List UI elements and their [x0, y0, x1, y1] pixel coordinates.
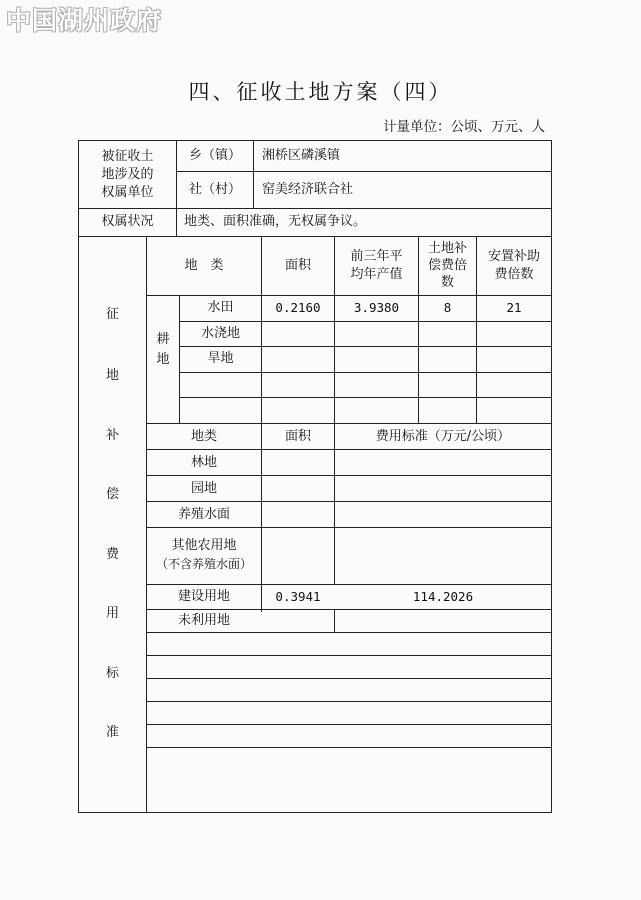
village-value: 窑美经济联合社: [262, 182, 354, 197]
side-label-char: 用: [105, 606, 119, 621]
township-label: 乡（镇）: [188, 148, 241, 163]
page-title: 四、征收土地方案（四）: [188, 80, 453, 104]
other-row-construction: 建设用地: [177, 589, 230, 604]
other-row-orchard: 园地: [190, 481, 217, 496]
village-label: 社（村）: [188, 182, 241, 197]
other-row-aquaculture: 养殖水面: [177, 507, 230, 522]
header-avg-output: 均年产值: [350, 267, 403, 282]
ownership-status-value: 地类、面积准确，无权属争议。: [184, 214, 367, 229]
other-row-unused: 未利用地: [177, 613, 230, 628]
other-header-area: 面积: [284, 429, 311, 444]
construction-area: 0.3941: [275, 589, 321, 604]
construction-standard: 114.2026: [412, 589, 474, 604]
watermark-logo: 中国湖州政府: [6, 6, 163, 35]
cultivated-group-label: 地: [156, 352, 170, 367]
row-land-type: 旱地: [207, 351, 234, 366]
row-resettlement-multiple: 21: [506, 300, 522, 315]
other-row-other-agri-note: （不含养殖水面）: [155, 557, 252, 571]
header-land-multiple: 土地补: [427, 241, 467, 256]
ownership-label-line-1: 被征收土: [101, 149, 154, 164]
row-avg-output: 3.9380: [353, 300, 400, 315]
side-label-char: 征: [105, 307, 119, 322]
header-resettlement-multiple: 安置补助: [487, 249, 540, 264]
side-label-char: 偿: [105, 487, 119, 502]
other-row-forest: 林地: [190, 455, 217, 470]
row-land-type: 水浇地: [200, 326, 240, 341]
measurement-unit: 计量单位：公顷、万元、人: [383, 119, 545, 135]
side-label-char: 费: [105, 547, 119, 562]
side-label-char: 补: [105, 428, 119, 443]
row-land-type: 水田: [207, 300, 234, 315]
side-label-char: 标: [105, 666, 119, 681]
other-header-land-type: 地类: [190, 429, 217, 444]
ownership-label-line-3: 权属单位: [101, 185, 154, 200]
side-label-char: 准: [105, 725, 119, 740]
other-header-standard: 费用标准（万元/公顷）: [375, 429, 511, 444]
other-row-other-agri: 其他农用地: [171, 538, 237, 553]
header-avg-output: 前三年平: [350, 249, 403, 264]
cultivated-group-label: 耕: [156, 332, 170, 347]
header-resettlement-multiple: 费倍数: [494, 267, 534, 282]
ownership-status-label: 权属状况: [101, 214, 154, 229]
row-land-multiple: 8: [443, 300, 452, 315]
header-area: 面积: [284, 258, 311, 273]
row-area: 0.2160: [275, 300, 321, 315]
header-land-type: 地 类: [184, 258, 224, 273]
side-label-char: 地: [105, 368, 119, 383]
header-land-multiple: 数: [440, 275, 454, 290]
ownership-label-line-2: 地涉及的: [101, 167, 154, 182]
township-value: 湘桥区磷溪镇: [262, 148, 341, 163]
header-land-multiple: 偿费倍: [427, 258, 467, 273]
